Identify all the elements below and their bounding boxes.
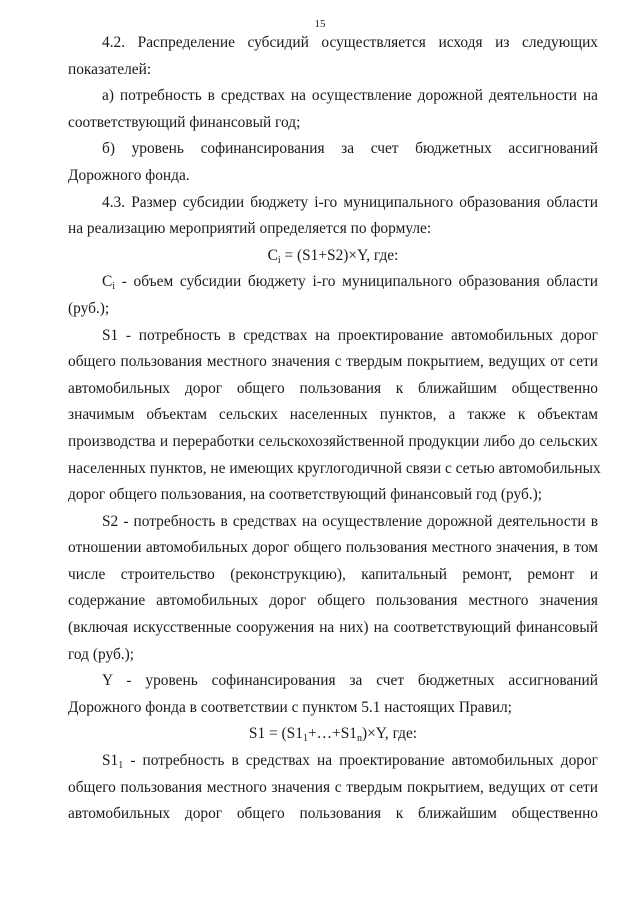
text-line: год (руб.); bbox=[68, 645, 135, 663]
text-line: производства и переработки сельскохозяйственной продукции либо до сельских bbox=[68, 432, 598, 450]
text-line: 4.3. Размер субсидии бюджету i-го муниципального образования области bbox=[102, 193, 598, 211]
text-line: б) уровень софинансирования за счет бюджетных ассигнований bbox=[102, 140, 598, 158]
text-line: 4.2. Распределение субсидий осуществляется исходя из следующих bbox=[102, 34, 598, 51]
page-number: 15 bbox=[314, 18, 326, 30]
text-line: $C_i$ - объем субсидии бюджету i-го муниципального образования области bbox=[102, 273, 598, 293]
text-line: Y - уровень софинансирования за счет бюджетных ассигнований bbox=[102, 672, 598, 690]
text-line: $S1 = (S1_1+\dots+S1_n)\times Y$, где: bbox=[248, 725, 418, 745]
text-line: а) потребность в средствах на осуществление дорожной деятельности на bbox=[102, 87, 598, 105]
text-line: общего пользования местного значения с твердым покрытием, ведущих от сети bbox=[68, 353, 598, 371]
text-line: на реализацию мероприятий определяется по формуле: bbox=[68, 220, 432, 238]
text-line: дорог общего пользования, на соответствующий финансовый год (руб.); bbox=[68, 486, 543, 504]
text-line: Дорожного фонда. bbox=[68, 166, 190, 184]
text-line: населенных пунктов, не имеющих круглогодичной связи с сетью автомобильных bbox=[68, 459, 601, 477]
text-line: соответствующий финансовый год; bbox=[68, 113, 301, 131]
text-line: (руб.); bbox=[68, 299, 110, 317]
text-line: отношении автомобильных дорог общего пользования местного значения, в том bbox=[68, 539, 598, 557]
text-line: общего пользования местного значения с твердым покрытием, ведущих от сети bbox=[68, 778, 598, 796]
text-line: показателей: bbox=[68, 60, 152, 78]
text-line: автомобильных дорог общего пользования к ближайшим общественно bbox=[68, 379, 598, 397]
text-line: $S1_1$ - потребность в средствах на проектирование автомобильных дорог bbox=[102, 752, 598, 772]
text-line: содержание автомобильных дорог общего пользования местного значения bbox=[68, 592, 598, 610]
text-line: автомобильных дорог общего пользования к ближайшим общественно bbox=[68, 805, 598, 823]
text-line: числе строительство (реконструкцию), капитальный ремонт, ремонт и bbox=[68, 565, 598, 583]
text-line: значимым объектам сельских населенных пунктов, а также к объектам bbox=[68, 406, 598, 424]
text-line: (включая искусственные сооружения на них) на соответствующий финансовый bbox=[68, 619, 598, 637]
document-body bbox=[68, 30, 601, 828]
text-line: S1 - потребность в средствах на проектирование автомобильных дорог bbox=[102, 326, 598, 344]
text-line: $C_i = (S1+S2)\times Y$, где: bbox=[267, 246, 399, 266]
text-line: Дорожного фонда в соответствии с пунктом 5.1 настоящих Правил; bbox=[68, 698, 512, 716]
text-line: S2 - потребность в средствах на осуществление дорожной деятельности в bbox=[102, 512, 598, 530]
